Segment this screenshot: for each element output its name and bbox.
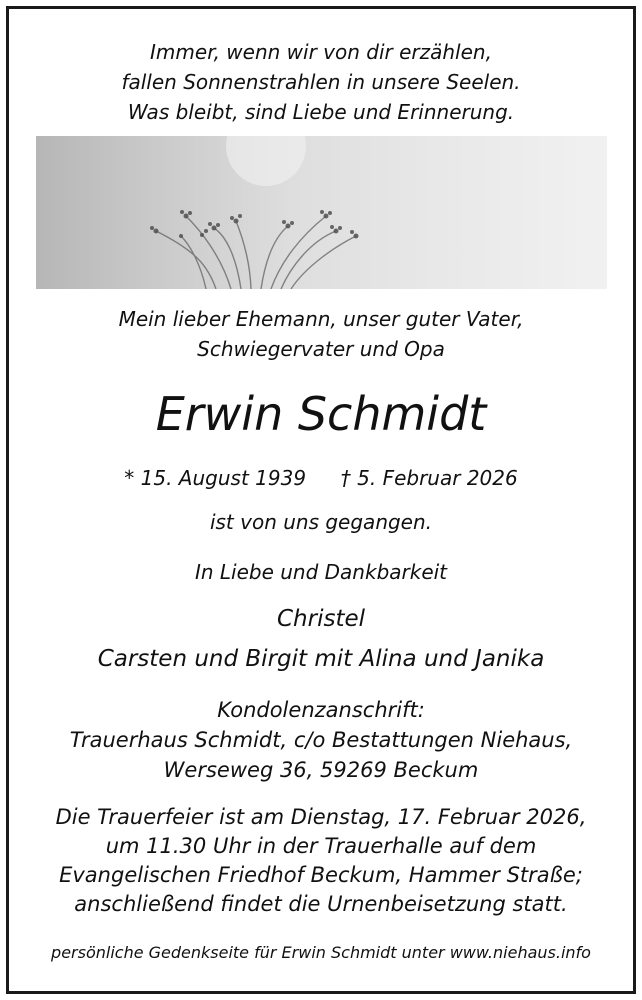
intro-line-2: Schwiegervater und Opa <box>197 337 445 361</box>
dates-line <box>0 463 642 493</box>
verse-line-1: Immer, wenn wir von dir erzählen, <box>150 40 492 64</box>
ceremony-line-2: um 11.30 Uhr in der Trauerhalle auf dem <box>105 834 537 858</box>
memorial-page-link[interactable]: persönliche Gedenkseite für Erwin Schmidt unter www.niehaus.info <box>51 943 591 962</box>
death-date: † 5. Februar 2026 <box>340 466 518 490</box>
grass-photo <box>36 136 607 289</box>
ceremony-line-1: Die Trauerfeier ist am Dienstag, 17. Februar 2026, <box>55 805 587 829</box>
gratitude-text: In Liebe und Dankbarkeit <box>194 560 448 584</box>
address-line-3: Werseweg 36, 59269 Beckum <box>163 758 479 782</box>
verse-line-2: fallen Sonnenstrahlen in unsere Seelen. <box>121 70 521 94</box>
address-line-1: Kondolenzanschrift: <box>217 698 425 722</box>
ceremony-line-4: anschließend findet die Urnenbeisetzung statt. <box>74 892 568 916</box>
birth-date: * 15. August 1939 <box>124 466 307 490</box>
address-line-2: Trauerhaus Schmidt, c/o Bestattungen Niehaus, <box>69 728 573 752</box>
deceased-name: Erwin Schmidt <box>155 387 487 441</box>
family-line-1: Christel <box>276 606 366 632</box>
ceremony-line-3: Evangelischen Friedhof Beckum, Hammer Straße; <box>59 863 583 887</box>
verse-line-3: Was bleibt, sind Liebe und Erinnerung. <box>127 100 515 124</box>
passed-text: ist von uns gegangen. <box>209 510 433 534</box>
family-line-2: Carsten und Birgit mit Alina und Janika <box>97 646 545 672</box>
intro-line-1: Mein lieber Ehemann, unser guter Vater, <box>118 307 524 331</box>
